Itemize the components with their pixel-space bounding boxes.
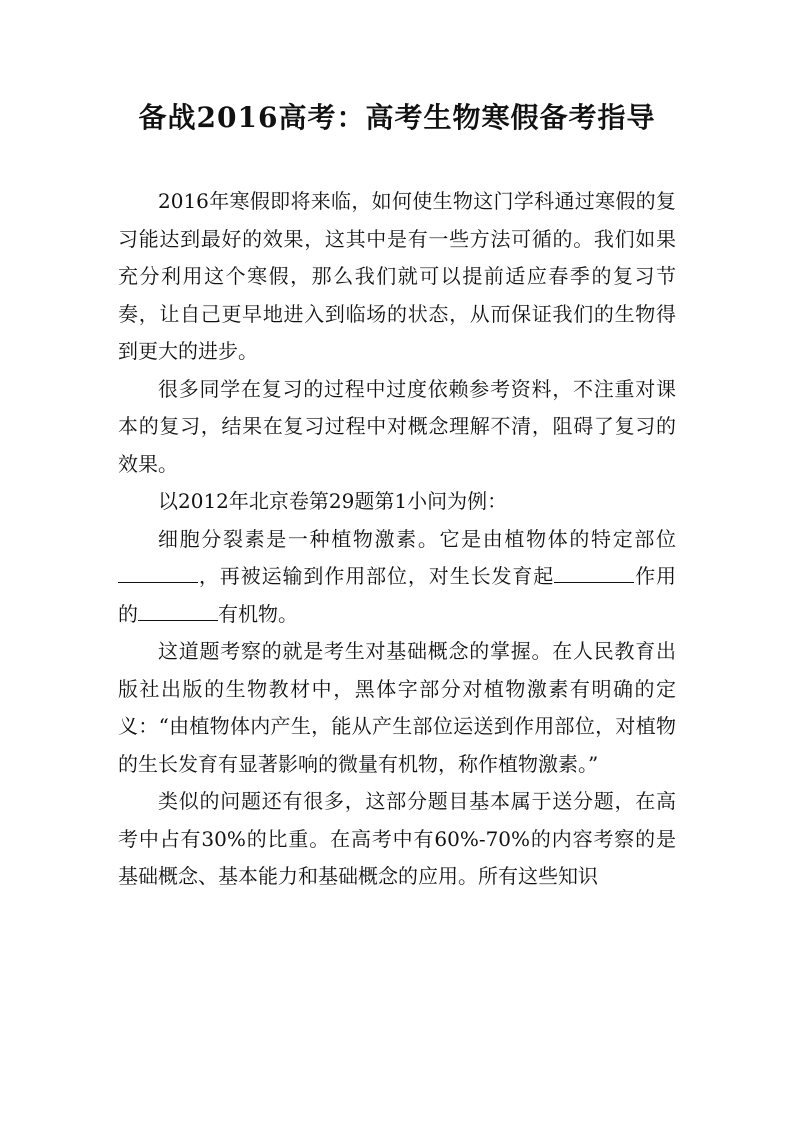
question-part-3: 作用的 bbox=[118, 564, 677, 626]
question-part-2: ，再被运输到作用部位，对生长发育起 bbox=[198, 564, 555, 588]
paragraph-analysis: 这道题考察的就是考生对基础概念的掌握。在人民教育出版社出版的生物教材中，黑体字部分对植物激素有明确的定义：“由植物体内产生，能从产生部位运送到作用部位，对植物的生长发育有显著影响的微量有机物，称作植物激素。” bbox=[118, 639, 676, 776]
paragraph-reliance: 很多同学在复习的过程中过度依赖参考资料，不注重对课本的复习，结果在复习过程中对概念理解不清，阻碍了复习的效果。 bbox=[118, 376, 676, 476]
paragraph-intro: 2016年寒假即将来临，如何使生物这门学科通过寒假的复习能达到最好的效果，这其中是有一些方法可循的。我们如果充分利用这个寒假，那么我们就可以提前适应春季的复习节奏，让自己更早地进入到临场的状态，从而保证我们的生物得到更大的进步。 bbox=[118, 189, 676, 363]
answer-blank-3 bbox=[138, 598, 218, 621]
answer-blank-2 bbox=[554, 560, 634, 583]
document-title: 备战2016高考：高考生物寒假备考指导 bbox=[138, 101, 656, 134]
paragraph-question bbox=[118, 521, 676, 634]
answer-blank-1 bbox=[118, 560, 198, 583]
paragraph-example: 以2012年北京卷第29题第1小问为例： bbox=[158, 489, 508, 513]
paragraph-similar: 类似的问题还有很多，这部分题目基本属于送分题，在高考中占有30%的比重。在高考中有60%-70%的内容考察的是基础概念、基本能力和基础概念的应用。所有这些知识 bbox=[118, 789, 676, 888]
document-body bbox=[118, 183, 676, 896]
question-part-1: 细胞分裂素是一种植物激素。它是由植物体的特定部位 bbox=[158, 526, 676, 551]
question-part-4: 有机物。 bbox=[218, 601, 298, 626]
